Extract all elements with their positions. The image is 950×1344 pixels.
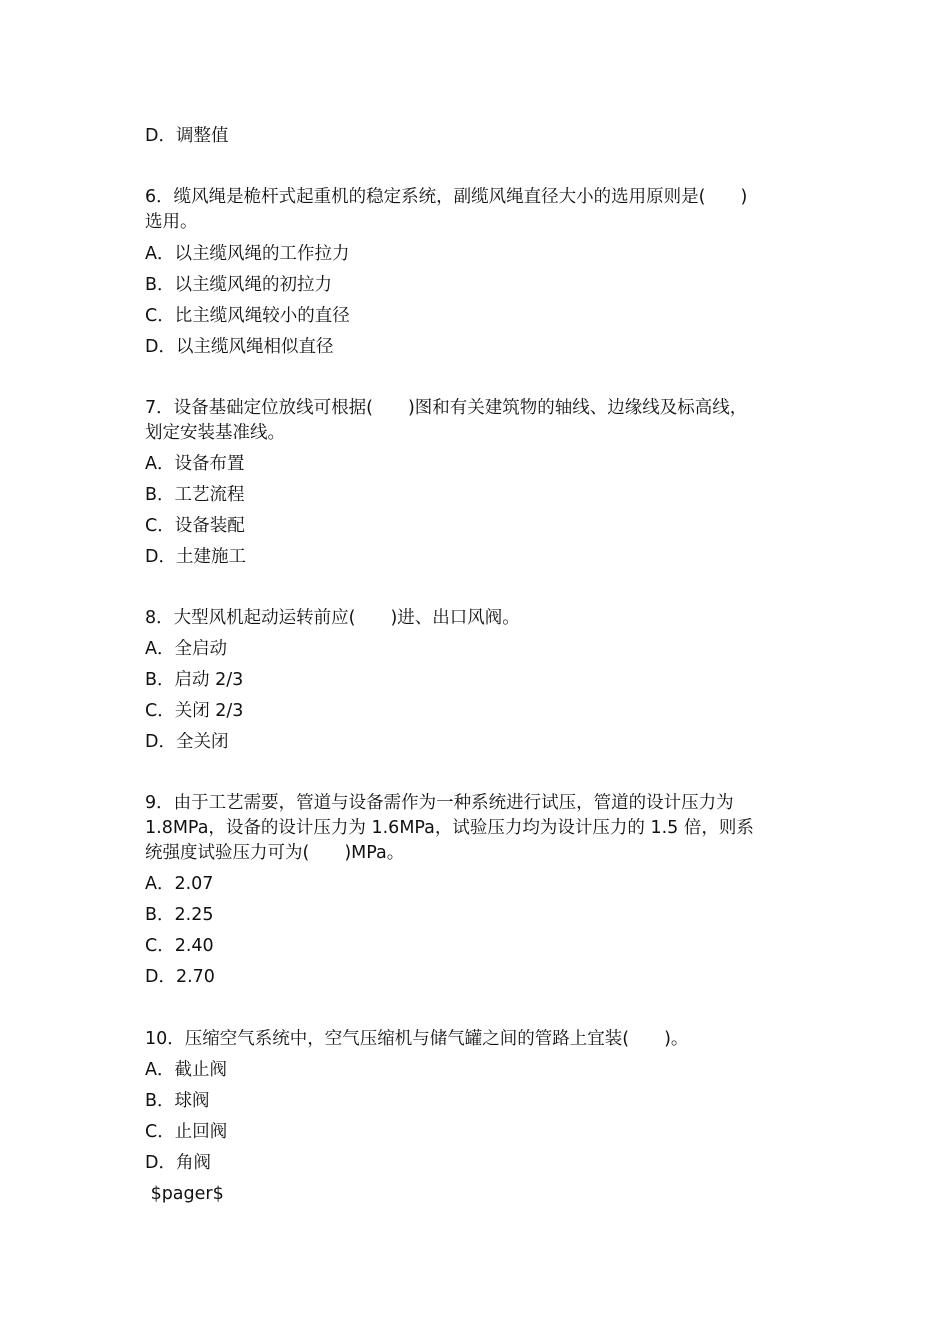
q7-option-d: D．土建施工 <box>145 547 246 567</box>
q7-stem-line-2: 划定安装基准线。 <box>145 423 285 443</box>
q6-option-a: A．以主缆风绳的工作拉力 <box>145 244 350 264</box>
q10-option-c: C．止回阀 <box>145 1122 228 1142</box>
q9-stem-line-3: 统强度试验压力可为( )MPa。 <box>145 843 405 863</box>
q10-option-a: A．截止阀 <box>145 1060 227 1080</box>
q7-option-b: B．工艺流程 <box>145 485 245 505</box>
q10-option-b: B．球阀 <box>145 1091 210 1111</box>
q10-option-d: D．角阀 <box>145 1153 211 1173</box>
q6-stem-line-1: 6．缆风绳是桅杆式起重机的稳定系统，副缆风绳直径大小的选用原则是( ) <box>145 187 748 207</box>
q9-option-c: C．2.40 <box>145 936 214 956</box>
q5-option-d: D．调整值 <box>145 126 229 146</box>
q9-option-a: A．2.07 <box>145 874 214 894</box>
q7-option-a: A．设备布置 <box>145 454 245 474</box>
q8-option-a: A．全启动 <box>145 639 227 659</box>
q7-option-c: C．设备装配 <box>145 516 245 536</box>
q8-option-c: C．关闭 2/3 <box>145 701 244 721</box>
q6-option-c: C．比主缆风绳较小的直径 <box>145 306 350 326</box>
q9-option-d: D．2.70 <box>145 967 215 987</box>
q6-stem-line-2: 选用。 <box>145 212 198 232</box>
q6-option-d: D．以主缆风绳相似直径 <box>145 337 334 357</box>
q8-option-d: D．全关闭 <box>145 732 229 752</box>
q8-option-b: B．启动 2/3 <box>145 670 244 690</box>
q9-option-b: B．2.25 <box>145 905 214 925</box>
q10-stem: 10．压缩空气系统中，空气压缩机与储气罐之间的管路上宜装( )。 <box>145 1029 689 1049</box>
q9-stem-line-1: 9．由于工艺需要，管道与设备需作为一种系统进行试压，管道的设计压力为 <box>145 793 734 813</box>
pager-placeholder: $pager$ <box>145 1184 224 1204</box>
q9-stem-line-2: 1.8MPa，设备的设计压力为 1.6MPa，试验压力均为设计压力的 1.5 倍，则系 <box>145 818 754 838</box>
q8-stem: 8．大型风机起动运转前应( )进、出口风阀。 <box>145 608 520 628</box>
q7-stem-line-1: 7．设备基础定位放线可根据( )图和有关建筑物的轴线、边缘线及标高线， <box>145 398 748 418</box>
q6-option-b: B．以主缆风绳的初拉力 <box>145 275 333 295</box>
